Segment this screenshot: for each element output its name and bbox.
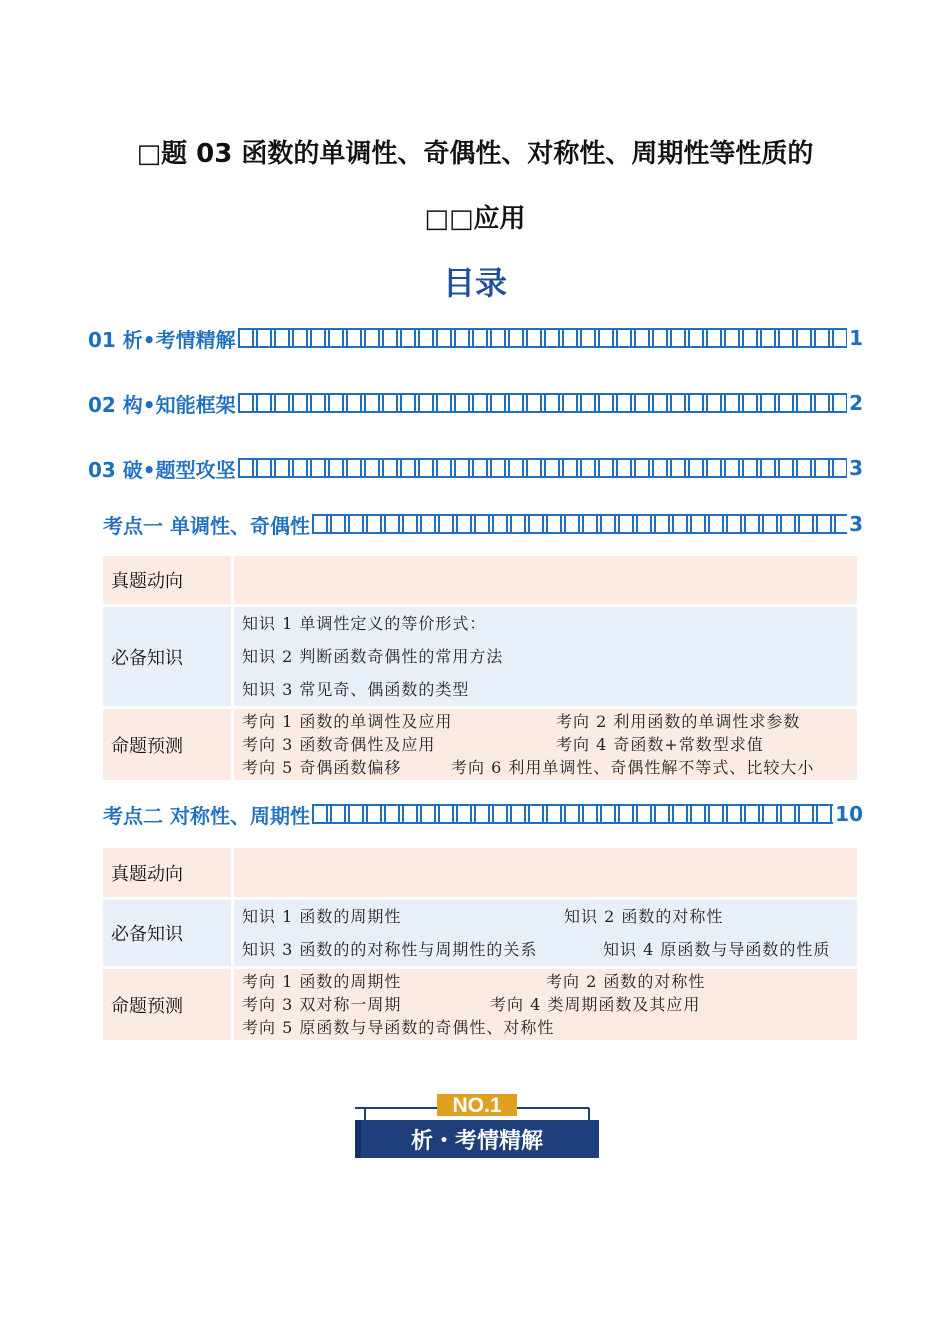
- toc-leader-dots: [312, 514, 847, 534]
- knowledge-item: 知识 3 常见奇、偶函数的类型: [242, 680, 470, 699]
- prediction-line: 考向 1 函数的周期性 考向 2 函数的对称性: [242, 972, 706, 991]
- toc-entry-1[interactable]: [88, 324, 863, 352]
- prediction-line: 考向 3 双对称一周期 考向 4 类周期函数及其应用: [242, 995, 701, 1014]
- toc-entry-2[interactable]: [88, 389, 863, 417]
- section-1-table: [103, 553, 857, 783]
- section-2-table: [103, 845, 857, 1043]
- row-header: 命题预测: [103, 709, 234, 780]
- document-title-line-2: □□应用: [424, 204, 526, 234]
- knowledge-item: 知识 2 判断函数奇偶性的常用方法: [242, 647, 504, 666]
- row-content: [234, 969, 857, 1040]
- toc-subentry-2[interactable]: [103, 800, 863, 828]
- row-content: [234, 556, 857, 604]
- toc-entry-page: 3: [849, 456, 863, 480]
- knowledge-line: 知识 1 函数的周期性 知识 2 函数的对称性: [242, 907, 724, 926]
- prediction-line: 考向 5 奇偶函数偏移 考向 6 利用单调性、奇偶性解不等式、比较大小: [242, 758, 815, 777]
- knowledge-item: 知识 1 单调性定义的等价形式：: [242, 614, 487, 633]
- toc-leader-dots: [238, 458, 848, 478]
- row-header: 命题预测: [103, 969, 234, 1040]
- row-content: [234, 709, 857, 780]
- toc-subentry-page: 10: [835, 802, 863, 826]
- table-row: [103, 556, 857, 604]
- banner-graphic: [355, 1090, 599, 1160]
- toc-subentry-label: 考点二 对称性、周期性: [103, 803, 310, 828]
- row-content: [234, 848, 857, 897]
- prediction-line: 考向 5 原函数与导函数的奇偶性、对称性: [242, 1018, 555, 1037]
- toc-leader-dots: [238, 328, 848, 348]
- section-banner: [355, 1090, 599, 1160]
- table-row: [103, 607, 857, 706]
- toc-subentry-1[interactable]: [103, 510, 863, 538]
- row-content: [234, 607, 857, 706]
- row-header: 真题动向: [103, 848, 234, 897]
- row-header: 必备知识: [103, 900, 234, 966]
- row-content: [234, 900, 857, 966]
- table-row: [103, 709, 857, 780]
- toc-entry-label: 03 破•题型攻坚: [88, 457, 236, 482]
- toc-heading: 目录: [442, 264, 507, 302]
- prediction-line: 考向 1 函数的单调性及应用 考向 2 利用函数的单调性求参数: [242, 712, 801, 731]
- banner-label: 析・考情精解: [410, 1129, 544, 1154]
- row-header: 真题动向: [103, 556, 234, 604]
- toc-entry-label: 01 析•考情精解: [88, 327, 236, 352]
- table-row: [103, 969, 857, 1040]
- table-row: [103, 900, 857, 966]
- toc-entry-page: 2: [849, 391, 863, 415]
- toc-leader-dots: [312, 804, 833, 824]
- row-header: 必备知识: [103, 607, 234, 706]
- prediction-line: 考向 3 函数奇偶性及应用 考向 4 奇函数+常数型求值: [242, 735, 764, 754]
- knowledge-line: 知识 3 函数的的对称性与周期性的关系 知识 4 原函数与导函数的性质: [242, 940, 831, 959]
- toc-subentry-label: 考点一 单调性、奇偶性: [103, 513, 310, 538]
- document-title-line-1: □题 03 函数的单调性、奇偶性、对称性、周期性等性质的: [136, 139, 814, 169]
- toc-entry-label: 02 构•知能框架: [88, 392, 236, 417]
- banner-number: NO.1: [452, 1094, 502, 1117]
- toc-leader-dots: [238, 393, 848, 413]
- table-row: [103, 848, 857, 897]
- toc-subentry-page: 3: [849, 512, 863, 536]
- toc-entry-3[interactable]: [88, 454, 863, 482]
- toc-entry-page: 1: [849, 326, 863, 350]
